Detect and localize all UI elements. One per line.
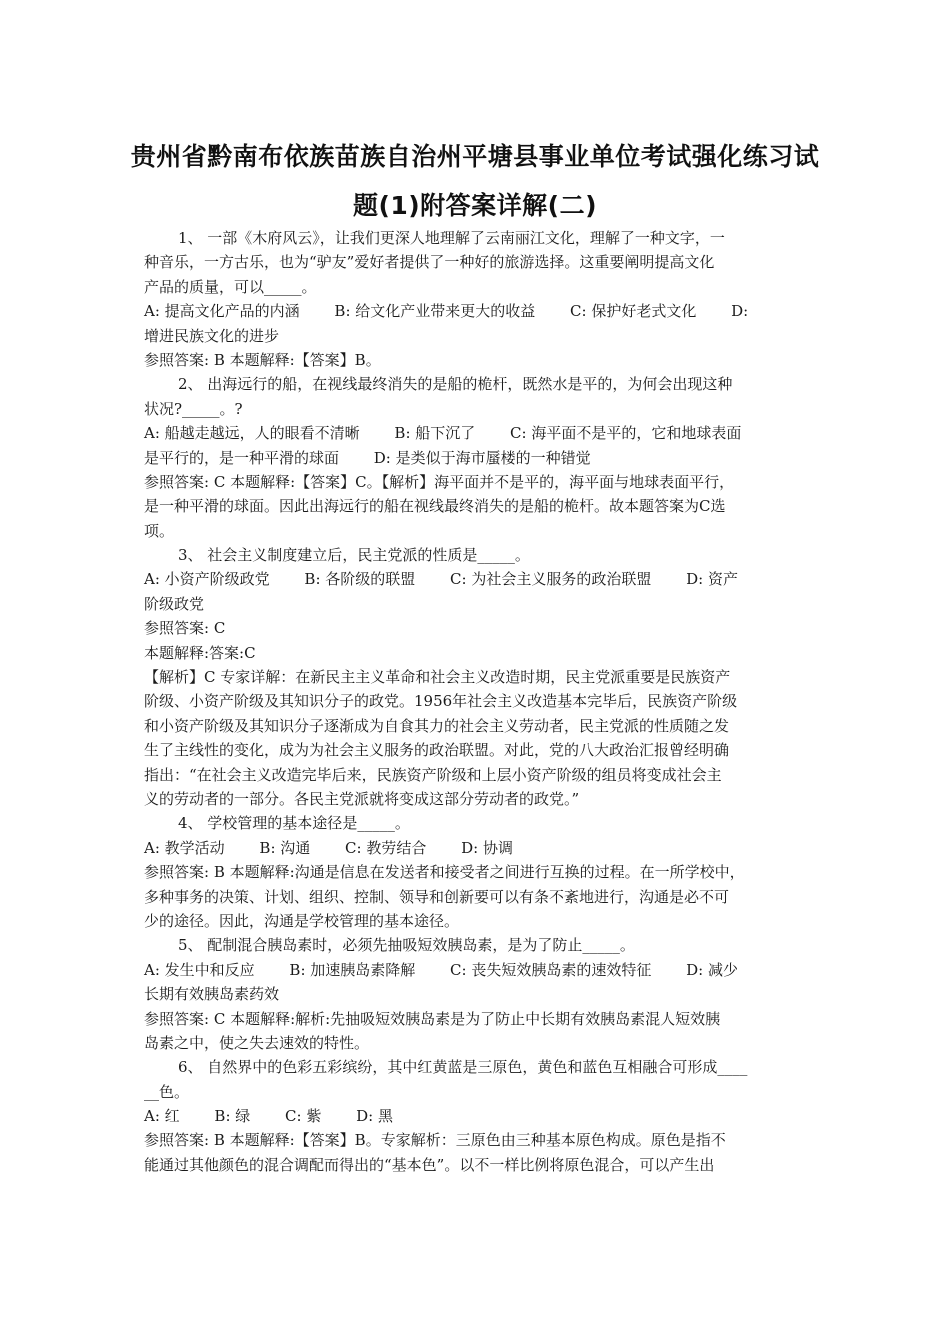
text-line: 参照答案: C 本题解释:解析:先抽吸短效胰岛素是为了防止中长期有效胰岛素混人短效胰 bbox=[144, 1009, 721, 1028]
text-line: 参照答案: B 本题解释:【答案】B。 bbox=[144, 350, 381, 369]
text-line: 产品的质量，可以_____。 bbox=[144, 277, 317, 296]
text-line: 参照答案: C 本题解释:【答案】C。【解析】海平面并不是平的，海平面与地球表面平行， bbox=[144, 472, 735, 491]
text-line: 1、 一部《木府风云》，让我们更深人地理解了云南丽江文化，理解了一种文字，一 bbox=[178, 229, 725, 247]
text-line: 是平行的，是一种平滑的球面 D: 是类似于海市蜃楼的一种错觉 bbox=[144, 448, 591, 467]
text-line: 参照答案: B 本题解释:沟通是信息在发送者和接受者之间进行互换的过程。在一所学校中， bbox=[144, 863, 745, 882]
text-line: 义的劳动者的一部分。各民主党派就将变成这部分劳动者的政党。” bbox=[144, 789, 580, 808]
text-line: 3、 社会主义制度建立后，民主党派的性质是_____。 bbox=[178, 546, 530, 565]
text-line: 和小资产阶级及其知识分子逐渐成为自食其力的社会主义劳动者，民主党派的性质随之发 bbox=[144, 716, 730, 735]
text-line: 种音乐，一方古乐，也为“驴友”爱好者提供了一种好的旅游选择。这重要阐明提高文化 bbox=[144, 253, 715, 272]
text-line: 本题解释:答案:C bbox=[144, 643, 256, 662]
text-line: A: 小资产阶级政党 B: 各阶级的联盟 C: 为社会主义服务的政治联盟 D: 资产 bbox=[144, 570, 738, 589]
text-line: 参照答案: B 本题解释:【答案】B。专家解析：三原色由三种基本原色构成。原色是指不 bbox=[144, 1131, 726, 1150]
text-line: 生了主线性的变化，成为为社会主义服务的政治联盟。对此，党的八大政治汇报曾经明确 bbox=[144, 741, 730, 760]
text-line: 2、 出海远行的船，在视线最终消失的是船的桅杆，既然水是平的，为何会出现这种 bbox=[178, 375, 733, 394]
text-line: 能通过其他颜色的混合调配而得出的“基本色”。以不一样比例将原色混合，可以产生出 bbox=[144, 1155, 715, 1174]
text-line: 少的途径。因此，沟通是学校管理的基本途径。 bbox=[144, 911, 460, 930]
text-line: A: 船越走越远，人的眼看不清晰 B: 船下沉了 C: 海平面不是平的，它和地球表面 bbox=[144, 424, 742, 443]
text-line: 多种事务的决策、计划、组织、控制、领导和创新要可以有条不紊地进行，沟通是必不可 bbox=[144, 887, 730, 906]
text-line: A: 提高文化产品的内涵 B: 给文化产业带来更大的收益 C: 保护好老式文化 D: bbox=[144, 302, 749, 321]
text-line: 状况?_____。? bbox=[144, 399, 243, 418]
text-line: 阶级政党 bbox=[144, 594, 205, 613]
text-line: __色。 bbox=[144, 1082, 190, 1101]
text-line: 是一种平滑的球面。因此出海远行的船在视线最终消失的是船的桅杆。故本题答案为C选 bbox=[144, 497, 726, 516]
text-line: 6、 自然界中的色彩五彩缤纷，其中红黄蓝是三原色，黄色和蓝色互相融合可形成____ bbox=[178, 1058, 748, 1077]
text-line: 增进民族文化的进步 bbox=[144, 326, 280, 345]
document-body bbox=[144, 226, 816, 1177]
text-line: 【解析】C 专家详解：在新民主主义革命和社会主义改造时期，民主党派重要是民族资产 bbox=[144, 668, 731, 687]
text-line: 5、 配制混合胰岛素时，必须先抽吸短效胰岛素，是为了防止_____。 bbox=[178, 936, 635, 955]
text-line: 长期有效胰岛素药效 bbox=[144, 985, 280, 1004]
text-line: 指出：“在社会主义改造完毕后来，民族资产阶级和上层小资产阶级的组员将变成社会主 bbox=[144, 765, 722, 784]
text-line: 参照答案: C bbox=[144, 619, 226, 638]
document-title-line2: 题(1)附答案详解(二) bbox=[352, 191, 598, 220]
text-line: A: 发生中和反应 B: 加速胰岛素降解 C: 丧失短效胰岛素的速效特征 D: 减少 bbox=[144, 960, 738, 979]
text-line: A: 教学活动 B: 沟通 C: 教劳结合 D: 协调 bbox=[144, 838, 513, 857]
text-line: 阶级、小资产阶级及其知识分子的政党。1956年社会主义改造基本完毕后，民族资产阶级 bbox=[144, 692, 738, 711]
document-title-line1: 贵州省黔南布依族苗族自治州平塘县事业单位考试强化练习试 bbox=[130, 142, 820, 171]
text-line: 项。 bbox=[144, 521, 175, 540]
text-line: 4、 学校管理的基本途径是_____。 bbox=[178, 814, 410, 833]
text-line: A: 红 B: 绿 C: 紫 D: 黑 bbox=[144, 1107, 393, 1126]
text-line: 岛素之中，使之失去速效的特性。 bbox=[144, 1033, 370, 1052]
